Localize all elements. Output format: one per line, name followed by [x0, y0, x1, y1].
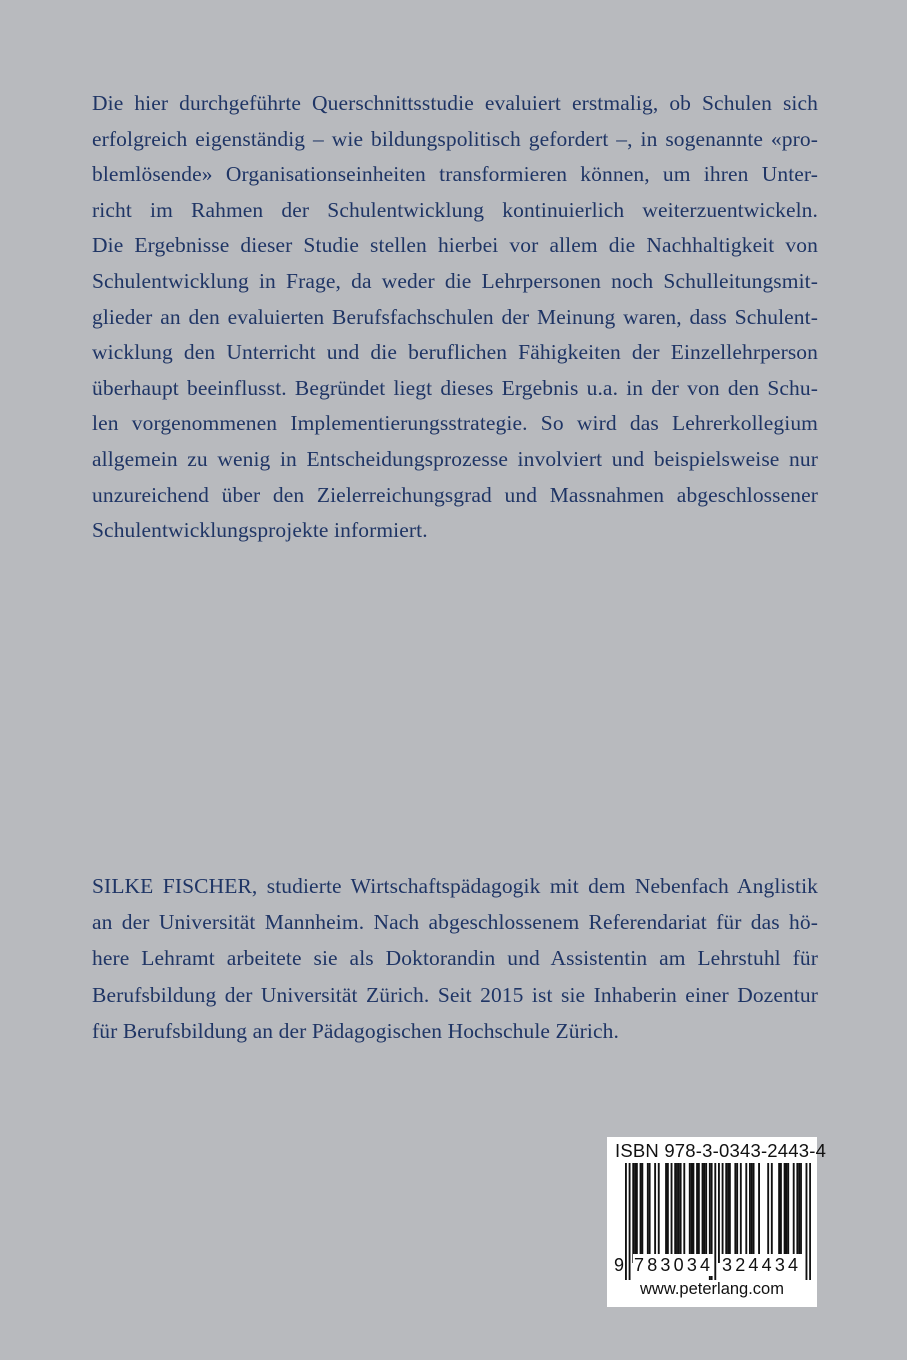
barcode-bar [798, 1163, 800, 1263]
barcode-digits-left: 783034 [634, 1255, 714, 1275]
barcode-bar [691, 1163, 693, 1263]
bio-line: here Lehramt arbeitete sie als Doktorandin und Assistentin am Lehrstuhl für [92, 946, 818, 971]
blurb-line: allgemein zu wenig in Entscheidungsprozesse involviert und beispielsweise nur [92, 446, 818, 471]
barcode-bar [800, 1163, 802, 1263]
barcode-bar [654, 1163, 656, 1263]
barcode-bar [634, 1163, 636, 1263]
barcode-bar [641, 1163, 643, 1263]
blurb-line: wicklung den Unterricht und die beruflichen Fähigkeiten der Einzellehrperson [92, 340, 818, 365]
barcode-bar [753, 1163, 755, 1263]
barcode-bar [692, 1163, 694, 1263]
barcode-bar [632, 1163, 634, 1263]
barcode-bar [749, 1163, 751, 1263]
barcode-bar [647, 1163, 649, 1263]
barcode-bar [740, 1163, 742, 1263]
blurb-text [92, 86, 818, 549]
barcode-bar [718, 1163, 720, 1263]
blurb-line: Die hier durchgeführte Querschnittsstudie evaluiert erstmalig, ob Schulen sich [92, 91, 818, 115]
barcode-digits [613, 1254, 813, 1276]
barcode-bar [667, 1163, 669, 1263]
barcode-bar [674, 1163, 676, 1263]
blurb-line: überhaupt beeinflusst. Begründet liegt dieses Ergebnis u.a. in der von den Schu- [92, 375, 818, 400]
barcode-bar [680, 1163, 682, 1263]
bio-line: für Berufsbildung an der Pädagogischen Hochschule Zürich. [92, 1018, 619, 1043]
publisher-website: www.peterlang.com [640, 1280, 784, 1298]
barcode-bar [745, 1163, 747, 1263]
barcode-bar [658, 1163, 660, 1263]
barcode-bar [696, 1163, 698, 1263]
barcode-bar [736, 1163, 738, 1263]
barcode-bar [784, 1163, 786, 1263]
blurb-line: Schulentwicklungsprojekte informiert. [92, 518, 428, 543]
barcode-bar [671, 1163, 673, 1263]
barcode-bar [780, 1163, 782, 1263]
blurb-line: richt im Rahmen der Schulentwicklung kontinuierlich weiterzuentwickeln. [92, 197, 818, 222]
blurb-line: blemlösende» Organisationseinheiten transformieren können, um ihren Unter- [92, 162, 818, 187]
barcode-bar [640, 1163, 642, 1263]
blurb-line: Schulentwicklung in Frage, da weder die Lehrpersonen noch Schulleitungsmit- [92, 268, 818, 293]
barcode-bar [665, 1163, 667, 1263]
barcode-bar [636, 1163, 638, 1263]
barcode-digit-first: 9 [614, 1255, 625, 1275]
barcode-bar [705, 1163, 707, 1263]
barcode-bar [649, 1163, 651, 1263]
barcode-bar [771, 1163, 773, 1263]
blurb-line: erfolgreich eigenständig – wie bildungspolitisch gefordert –, in sogenannte «pro- [92, 126, 818, 151]
bio-line: SILKE FISCHER, studierte Wirtschaftspädagogik mit dem Nebenfach Anglistik [92, 874, 818, 898]
barcode-bar [767, 1163, 769, 1263]
barcode-bar [683, 1163, 685, 1263]
barcode-bar [725, 1163, 727, 1263]
isbn-barcode-box [607, 1137, 827, 1307]
barcode-bar [793, 1163, 795, 1263]
barcode-bar [787, 1163, 789, 1263]
barcode-bar [796, 1163, 798, 1263]
barcode-bar [722, 1163, 724, 1263]
blurb-line: unzureichend über den Zielerreichungsgrad und Massnahmen abgeschlossener [92, 482, 818, 507]
barcode-bar [734, 1163, 736, 1263]
barcode-bar [702, 1163, 704, 1263]
bio-line: an der Universität Mannheim. Nach abgeschlossenem Referendariat für das hö- [92, 910, 818, 935]
barcode-bar [676, 1163, 678, 1263]
barcode-bar [751, 1163, 753, 1263]
blurb-line: len vorgenommenen Implementierungsstrategie. So wird das Lehrerkollegium [92, 411, 818, 436]
bio-line: Berufsbildung der Universität Zürich. Seit 2015 ist sie Inhaberin einer Dozentur [92, 982, 818, 1007]
blurb-line: Die Ergebnisse dieser Studie stellen hierbei vor allem die Nachhaltigkeit von [92, 233, 818, 258]
barcode-bar [758, 1163, 760, 1263]
barcode-digits-right: 324434 [722, 1255, 802, 1275]
blurb-line: glieder an den evaluierten Berufsfachschulen der Meinung waren, dass Schulent- [92, 304, 818, 329]
barcode-bar [778, 1163, 780, 1263]
barcode-bar [689, 1163, 691, 1263]
barcode-bar [727, 1163, 729, 1263]
barcode-bar [785, 1163, 787, 1263]
barcode-bar [729, 1163, 731, 1263]
barcode-bar [698, 1163, 700, 1263]
isbn-label: ISBN 978-3-0343-2443-4 [615, 1140, 827, 1161]
barcode-bar [703, 1163, 705, 1263]
barcode-bar [678, 1163, 680, 1263]
author-bio [92, 868, 818, 1049]
